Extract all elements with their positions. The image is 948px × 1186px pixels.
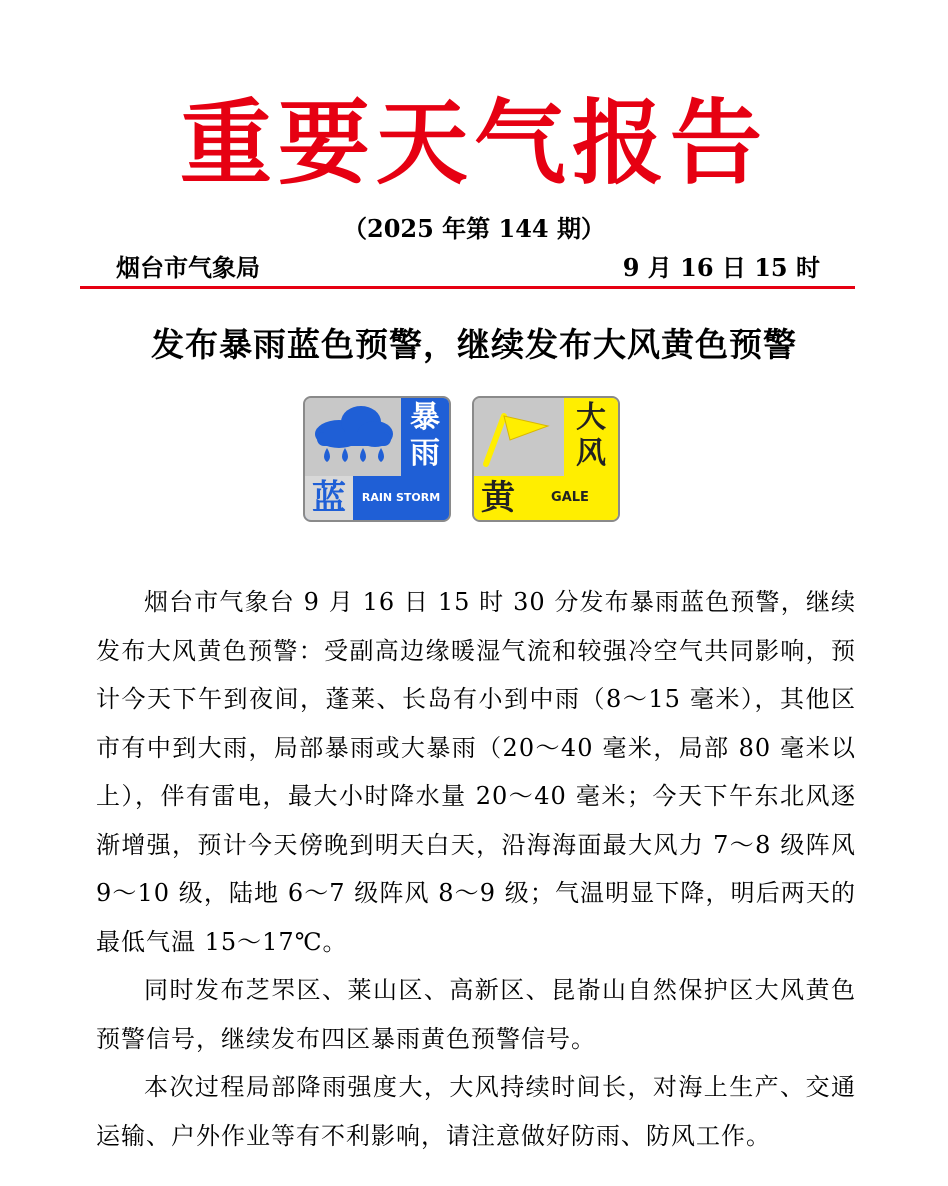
rain-label-en: RAIN STORM: [361, 491, 441, 504]
gale-char-2: 风: [576, 436, 606, 471]
gale-yellow-signal: [472, 396, 620, 522]
rain-char-1: 暴: [410, 400, 440, 435]
rain-level-char: 蓝: [312, 478, 346, 518]
report-title: 重要天气报告: [179, 89, 768, 197]
report-body: [96, 578, 856, 1160]
header-divider: [80, 286, 855, 289]
body-paragraph-3: 本次过程局部降雨强度大，大风持续时间长，对海上生产、交通运输、户外作业等有不利影响，请注意做好防雨、防风工作。: [96, 1073, 856, 1150]
body-paragraph-2: 同时发布芝罘区、莱山区、高新区、昆嵛山自然保护区大风黄色预警信号，继续发布四区暴雨黄色预警信号。: [96, 976, 856, 1053]
gale-char-1: 大: [576, 400, 606, 435]
body-paragraph-1: 烟台市气象台 9 月 16 日 15 时 30 分发布暴雨蓝色预警，继续发布大风黄色预警：受副高边缘暖湿气流和较强冷空气共同影响，预计今天下午到夜间，蓬莱、长岛有小到中雨（8～15 毫米），其他区市有中到大雨，局部暴雨或大暴雨（20～40 毫米，局部 80 毫米以上），伴有雷电，最大小时降水量 20～40 毫米；今天下午东北风逐渐增强，预计今天傍晚到明天白天，沿海海面最大风力 7～8 级阵风 9～10 级，陆地 6～7 级阵风 8～9 级；气温明显下降，明后两天的最低气温 15～17℃。: [96, 588, 856, 956]
report-date: 9 月 16 日 15 时: [622, 253, 820, 282]
gale-level-char: 黄: [481, 478, 515, 518]
headline: 发布暴雨蓝色预警，继续发布大风黄色预警: [151, 325, 797, 364]
issue-number: （2025 年第 144 期）: [343, 214, 605, 243]
rain-char-2: 雨: [410, 436, 440, 471]
gale-label-en: GALE: [551, 490, 589, 505]
publisher: 烟台市气象局: [116, 253, 260, 282]
rainstorm-blue-signal: [303, 396, 451, 522]
